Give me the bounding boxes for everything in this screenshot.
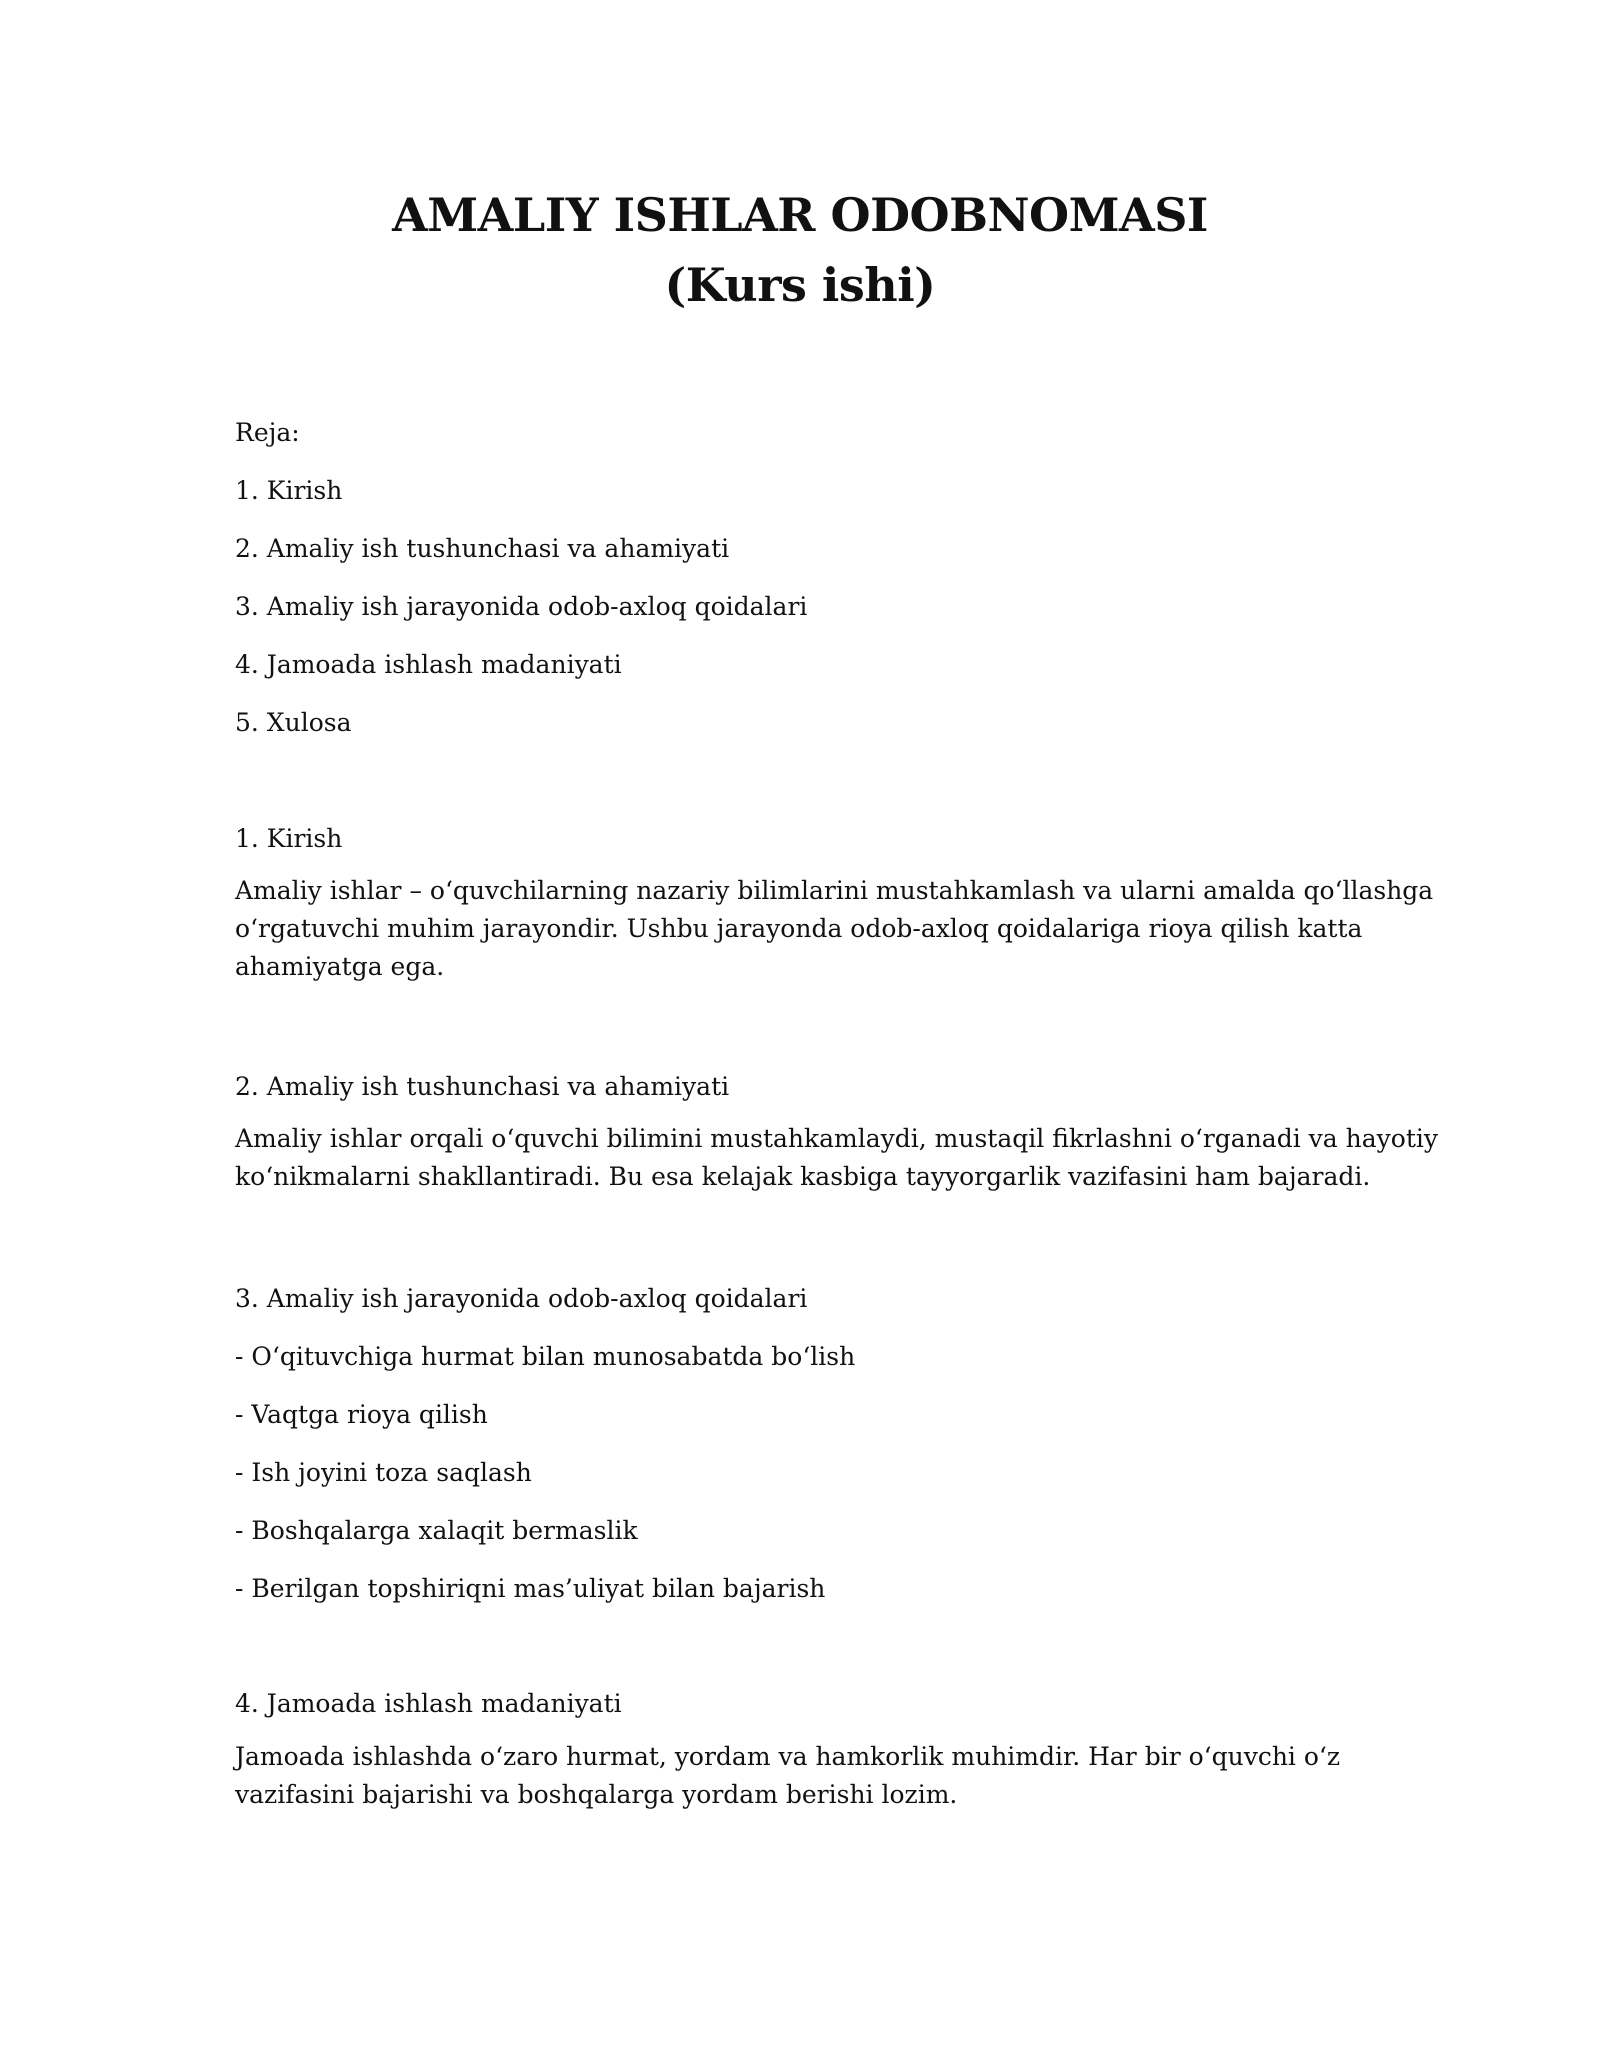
title-block [0, 180, 1600, 320]
plan-item: 3. Amaliy ish jarayonida odob-axloq qoidalari [235, 592, 808, 621]
rule-bullet: - Ish joyini toza saqlash [235, 1458, 532, 1487]
paragraph-line: vazifasini bajarishi va boshqalarga yordam berishi lozim. [235, 1780, 958, 1809]
section-heading: 2. Amaliy ish tushunchasi va ahamiyati [235, 1072, 730, 1101]
rule-bullet: - Boshqalarga xalaqit bermaslik [235, 1516, 638, 1545]
paragraph-line: ahamiyatga ega. [235, 952, 445, 981]
rule-bullet: - O‘qituvchiga hurmat bilan munosabatda bo‘lish [235, 1342, 856, 1371]
document-subtitle: (Kurs ishi) [664, 258, 936, 312]
paragraph-line: ko‘nikmalarni shakllantiradi. Bu esa kelajak kasbiga tayyorgarlik vazifasini ham bajaradi. [235, 1162, 1371, 1191]
plan-item: 1. Kirish [235, 476, 343, 505]
plan-item: 5. Xulosa [235, 708, 352, 737]
document-title: AMALIY ISHLAR ODOBNOMASI [392, 188, 1208, 242]
paragraph-line: Jamoada ishlashda o‘zaro hurmat, yordam va hamkorlik muhimdir. Har bir o‘quvchi o‘z [235, 1742, 1341, 1771]
section-paragraph [235, 1738, 1385, 1814]
paragraph-line: Amaliy ishlar orqali o‘quvchi bilimini mustahkamlaydi, mustaqil fikrlashni o‘rganadi va hayotiy [235, 1124, 1438, 1153]
section-heading: 4. Jamoada ishlash madaniyati [235, 1689, 622, 1718]
rule-bullet: - Vaqtga rioya qilish [235, 1400, 488, 1429]
paragraph-line: Amaliy ishlar – o‘quvchilarning nazariy bilimlarini mustahkamlash va ularni amalda qo‘llashga [235, 876, 1434, 905]
plan-item: 4. Jamoada ishlash madaniyati [235, 650, 622, 679]
section-paragraph [235, 1120, 1438, 1196]
section-paragraph [235, 872, 1434, 986]
plan-item: 2. Amaliy ish tushunchasi va ahamiyati [235, 534, 730, 563]
section-heading: 1. Kirish [235, 824, 343, 853]
plan-heading: Reja: [235, 418, 300, 447]
paragraph-line: o‘rgatuvchi muhim jarayondir. Ushbu jarayonda odob-axloq qoidalariga rioya qilish katta [235, 914, 1363, 943]
rule-bullet: - Berilgan topshiriqni mas’uliyat bilan bajarish [235, 1574, 826, 1603]
section-heading: 3. Amaliy ish jarayonida odob-axloq qoidalari [235, 1284, 808, 1313]
